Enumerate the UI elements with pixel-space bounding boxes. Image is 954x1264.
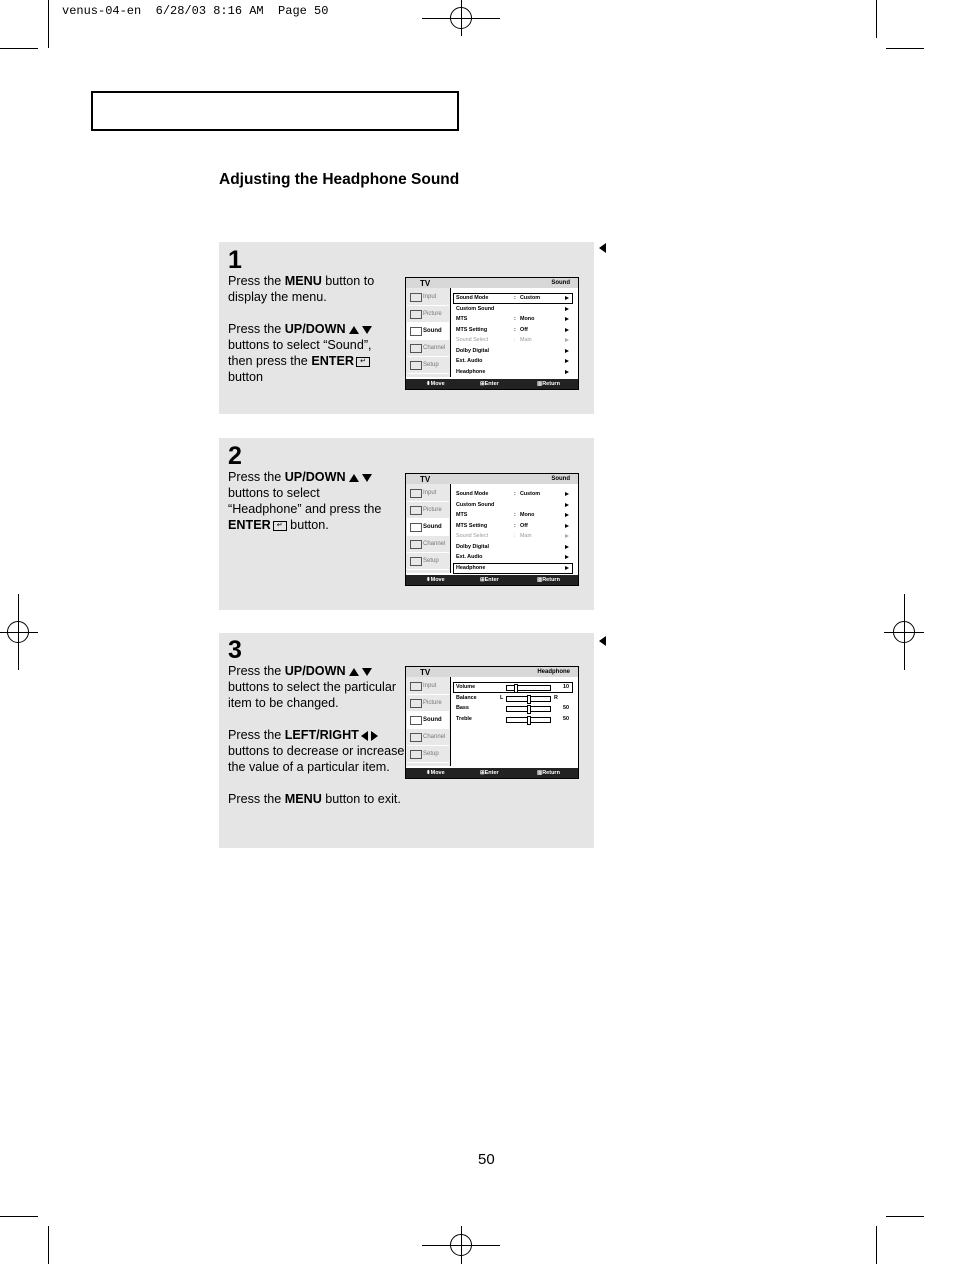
crop-mark bbox=[48, 0, 49, 48]
osd-sidebar bbox=[406, 677, 451, 766]
osd-row-headphone: Headphone bbox=[454, 564, 572, 573]
osd-row-mts-setting: MTS Setting : Off bbox=[454, 326, 572, 335]
speaker-icon bbox=[410, 327, 422, 336]
step-instructions: Press the MENU button to display the menu. Press the UP/DOWN buttons to select “Sound”, then press the ENTER ↵ button bbox=[228, 274, 375, 384]
osd-row-treble: Treble 50 bbox=[454, 715, 572, 724]
osd-row-headphone: Headphone bbox=[454, 368, 572, 377]
osd-sidebar-item-sound: Sound bbox=[407, 519, 449, 536]
antenna-icon bbox=[410, 540, 422, 549]
margin-left-arrow-icon bbox=[599, 243, 606, 253]
page-number: 50 bbox=[478, 1151, 495, 1168]
input-icon bbox=[410, 293, 422, 302]
up-arrow-icon bbox=[349, 326, 359, 334]
crop-mark bbox=[48, 1226, 49, 1264]
enter-icon: ↵ bbox=[356, 357, 370, 367]
setup-icon bbox=[410, 750, 422, 759]
picture-icon bbox=[410, 506, 422, 515]
osd-row-balance: Balance L R bbox=[454, 694, 572, 703]
osd-row-sound-mode: Sound Mode : Custom bbox=[454, 490, 572, 499]
osd-sidebar-item-channel: Channel bbox=[407, 536, 449, 553]
crop-mark bbox=[886, 1216, 924, 1217]
osd-row-mts-setting: MTS Setting : Off bbox=[454, 522, 572, 531]
osd-row-volume: Volume 10 bbox=[454, 683, 572, 692]
up-arrow-icon bbox=[349, 474, 359, 482]
osd-sidebar-item-setup: Setup bbox=[407, 357, 449, 374]
crop-mark bbox=[0, 48, 38, 49]
right-arrow-icon bbox=[371, 731, 378, 741]
osd-row-ext-audio: Ext. Audio bbox=[454, 357, 572, 366]
osd-sidebar-item-picture: Picture bbox=[407, 306, 449, 323]
osd-row-sound-select: Sound Select : Main bbox=[454, 336, 572, 345]
osd-row-custom-sound: Custom Sound bbox=[454, 305, 572, 314]
osd-row-dolby-digital: Dolby Digital bbox=[454, 543, 572, 552]
balance-slider bbox=[506, 696, 551, 702]
input-icon bbox=[410, 682, 422, 691]
crop-mark bbox=[876, 0, 877, 38]
picture-icon bbox=[410, 310, 422, 319]
crop-mark bbox=[0, 1216, 38, 1217]
osd-sidebar-item-channel: Channel bbox=[407, 340, 449, 357]
osd-sidebar-item-input: Input bbox=[407, 289, 449, 306]
step-instructions: Press the UP/DOWN buttons to select the particular item to be changed. Press the LEFT/RIGHT buttons to decrease or increase the value of a particular item. Press the MENU button to exit. bbox=[228, 664, 405, 806]
osd-footer: ⬍ Move ⊞ Enter ▥ Return bbox=[406, 575, 578, 585]
tv-osd-sound-menu: TV Sound Input Picture Sound Channel Setup Sound Mode : Custom Custom Sound MTS : Mono MTS Setting : Off Sound Select : Main Dolby Digital Ext. Audio Headphone ⬍ Move ⊞ Enter ▥ Return bbox=[405, 473, 579, 586]
crop-mark bbox=[886, 48, 924, 49]
down-arrow-icon bbox=[362, 668, 372, 676]
registration-circle bbox=[450, 7, 472, 29]
osd-sidebar bbox=[406, 484, 451, 573]
treble-slider bbox=[506, 717, 551, 723]
osd-row-sound-select: Sound Select : Main bbox=[454, 532, 572, 541]
step-instructions: Press the UP/DOWN buttons to select “Headphone” and press the ENTER ↵ button. bbox=[228, 470, 382, 532]
osd-sidebar-item-channel: Channel bbox=[407, 729, 449, 746]
step-number: 1 bbox=[228, 246, 242, 274]
osd-sidebar-item-setup: Setup bbox=[407, 746, 449, 763]
tv-osd-sound-menu: TV Sound Input Picture Sound Channel Setup Sound Mode : Custom Custom Sound MTS : Mono MTS Setting : Off Sound Select : Main Dolby Digital Ext. Audio Headphone ⬍ Move ⊞ Enter ▥ Return bbox=[405, 277, 579, 390]
osd-row-sound-mode: Sound Mode : Custom bbox=[454, 294, 572, 303]
step-2-panel bbox=[219, 438, 594, 610]
osd-sidebar-item-input: Input bbox=[407, 485, 449, 502]
setup-icon bbox=[410, 361, 422, 370]
volume-slider bbox=[506, 685, 551, 691]
margin-left-arrow-icon bbox=[599, 636, 606, 646]
step-number: 3 bbox=[228, 636, 242, 664]
osd-row-bass: Bass 50 bbox=[454, 704, 572, 713]
enter-icon: ↵ bbox=[273, 521, 287, 531]
print-slug: venus-04-en 6/28/03 8:16 AM Page 50 bbox=[62, 4, 329, 18]
speaker-icon bbox=[410, 716, 422, 725]
osd-sidebar-item-picture: Picture bbox=[407, 695, 449, 712]
osd-row-ext-audio: Ext. Audio bbox=[454, 553, 572, 562]
osd-sidebar-item-picture: Picture bbox=[407, 502, 449, 519]
setup-icon bbox=[410, 557, 422, 566]
registration-circle bbox=[450, 1234, 472, 1256]
osd-footer: ⬍ Move ⊞ Enter ▥ Return bbox=[406, 379, 578, 389]
osd-row-mts: MTS : Mono bbox=[454, 315, 572, 324]
registration-circle bbox=[7, 621, 29, 643]
left-arrow-icon bbox=[361, 731, 368, 741]
crop-mark bbox=[876, 1226, 877, 1264]
registration-circle bbox=[893, 621, 915, 643]
osd-title: Sound bbox=[551, 280, 570, 286]
step-1-panel bbox=[219, 242, 594, 414]
picture-icon bbox=[410, 699, 422, 708]
chapter-header-box bbox=[91, 91, 459, 131]
down-arrow-icon bbox=[362, 474, 372, 482]
bass-slider bbox=[506, 706, 551, 712]
step-number: 2 bbox=[228, 442, 242, 470]
antenna-icon bbox=[410, 733, 422, 742]
osd-sidebar-item-input: Input bbox=[407, 678, 449, 695]
osd-sidebar-item-setup: Setup bbox=[407, 553, 449, 570]
osd-sidebar-item-sound: Sound bbox=[407, 323, 449, 340]
osd-sidebar bbox=[406, 288, 451, 377]
osd-sidebar-item-sound: Sound bbox=[407, 712, 449, 729]
antenna-icon bbox=[410, 344, 422, 353]
up-arrow-icon bbox=[349, 668, 359, 676]
osd-row-custom-sound: Custom Sound bbox=[454, 501, 572, 510]
osd-footer: ⬍ Move ⊞ Enter ▥ Return bbox=[406, 768, 578, 778]
step-3-panel bbox=[219, 633, 594, 848]
input-icon bbox=[410, 489, 422, 498]
down-arrow-icon bbox=[362, 326, 372, 334]
osd-row-dolby-digital: Dolby Digital bbox=[454, 347, 572, 356]
osd-title: Sound bbox=[551, 476, 570, 482]
section-heading: Adjusting the Headphone Sound bbox=[219, 171, 460, 188]
osd-row-mts: MTS : Mono bbox=[454, 511, 572, 520]
speaker-icon bbox=[410, 523, 422, 532]
osd-title: Headphone bbox=[537, 669, 570, 675]
tv-osd-headphone-menu: TV Headphone Input Picture Sound Channel Setup Volume 10 Balance L R Bass 50 Treble 50 ⬍ Move ⊞ Enter ▥ Return bbox=[405, 666, 579, 779]
